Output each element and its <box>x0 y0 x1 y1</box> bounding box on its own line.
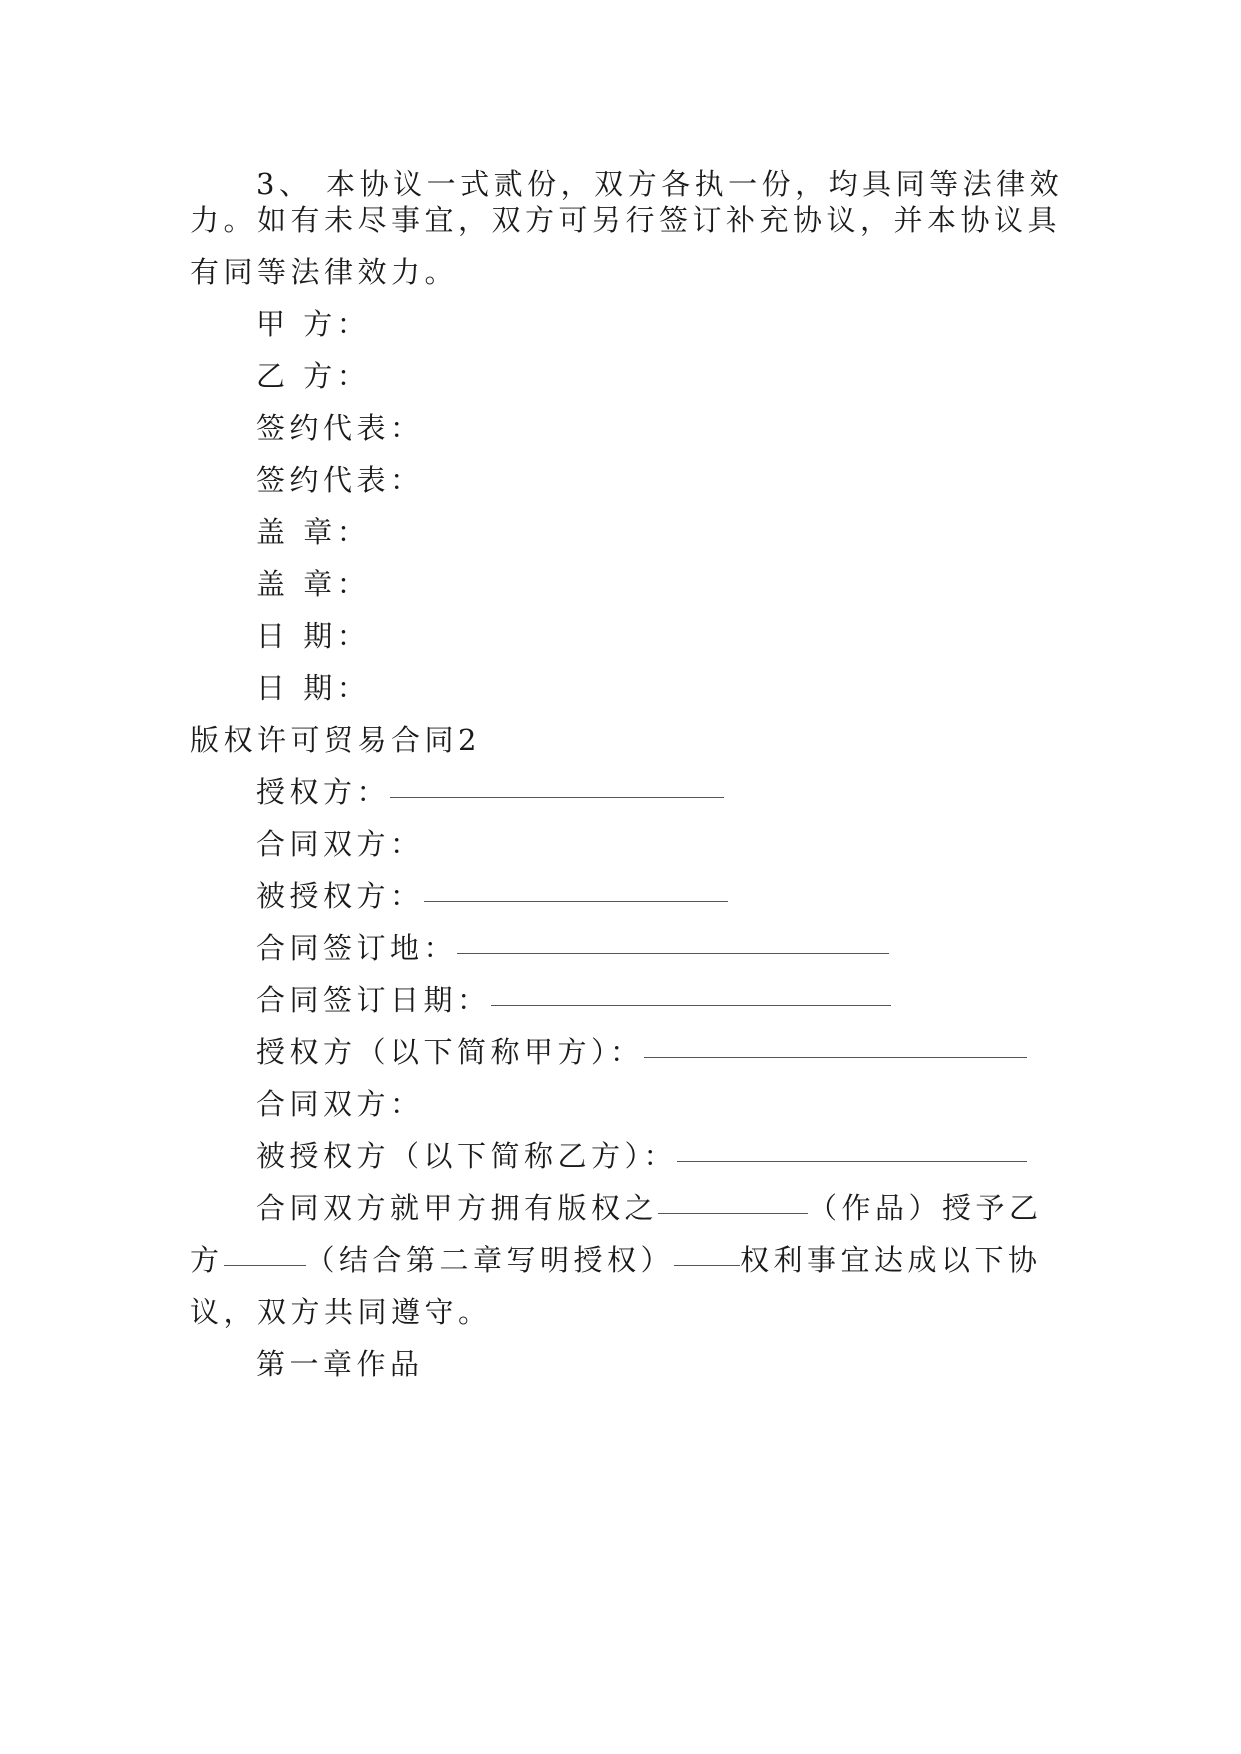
party-b-blank <box>677 1136 1027 1176</box>
signing-date-blank <box>491 980 891 1020</box>
party-b-full-label: 被授权方（以下简称乙方）： <box>256 1139 678 1173</box>
preamble-line-2 <box>190 1240 1042 1280</box>
preamble-text: 合同双方就甲方拥有版权之 <box>256 1191 659 1225</box>
chapter-1-heading: 第一章作品 <box>256 1347 424 1381</box>
signing-date-label: 合同签订日期： <box>256 983 491 1017</box>
signing-place-field <box>256 928 889 968</box>
preamble-text: （作品）授予乙 <box>808 1191 1043 1225</box>
party-a-blank <box>644 1032 1027 1072</box>
party-b-field <box>256 1136 1027 1176</box>
licensee-field <box>256 876 728 916</box>
contract-parties-2: 合同双方： <box>256 1087 424 1121</box>
signing-place-blank <box>457 928 889 968</box>
signatory-a-label: 签约代表： <box>256 411 424 445</box>
preamble-text: 权利事宜达成以下协 <box>740 1243 1042 1277</box>
clause-3-line-1: 3、 本协议一式贰份，双方各执一份，均具同等法律效 <box>256 167 1064 201</box>
signing-date-field <box>256 980 891 1020</box>
work-blank <box>658 1188 808 1228</box>
preamble-line-1 <box>256 1188 1043 1228</box>
date-a-label: 日 期： <box>256 619 371 653</box>
date-b-label: 日 期： <box>256 671 371 705</box>
licensor-field <box>256 772 724 812</box>
grant-blank <box>224 1240 306 1280</box>
licensee-blank <box>424 876 728 916</box>
party-a-full-label: 授权方（以下简称甲方）： <box>256 1035 644 1069</box>
party-a-field <box>256 1032 1027 1072</box>
rights-blank <box>674 1240 740 1280</box>
licensor-blank <box>390 772 724 812</box>
clause-3-line-2: 力。如有未尽事宜，双方可另行签订补充协议，并本协议具 <box>190 203 1062 237</box>
section-title: 版权许可贸易合同2 <box>190 723 481 757</box>
preamble-text: （结合第二章写明授权） <box>305 1243 675 1277</box>
licensor-label: 授权方： <box>256 775 391 809</box>
seal-a-label: 盖 章： <box>256 515 371 549</box>
signatory-b-label: 签约代表： <box>256 463 424 497</box>
preamble-line-3: 议，双方共同遵守。 <box>190 1295 492 1329</box>
clause-3-line-3: 有同等法律效力。 <box>190 255 459 289</box>
preamble-text: 方 <box>190 1243 224 1277</box>
licensee-label: 被授权方： <box>256 879 424 913</box>
party-b-label: 乙 方： <box>256 359 371 393</box>
party-a-label: 甲 方： <box>256 307 371 341</box>
signing-place-label: 合同签订地： <box>256 931 458 965</box>
contract-parties-1: 合同双方： <box>256 827 424 861</box>
seal-b-label: 盖 章： <box>256 567 371 601</box>
